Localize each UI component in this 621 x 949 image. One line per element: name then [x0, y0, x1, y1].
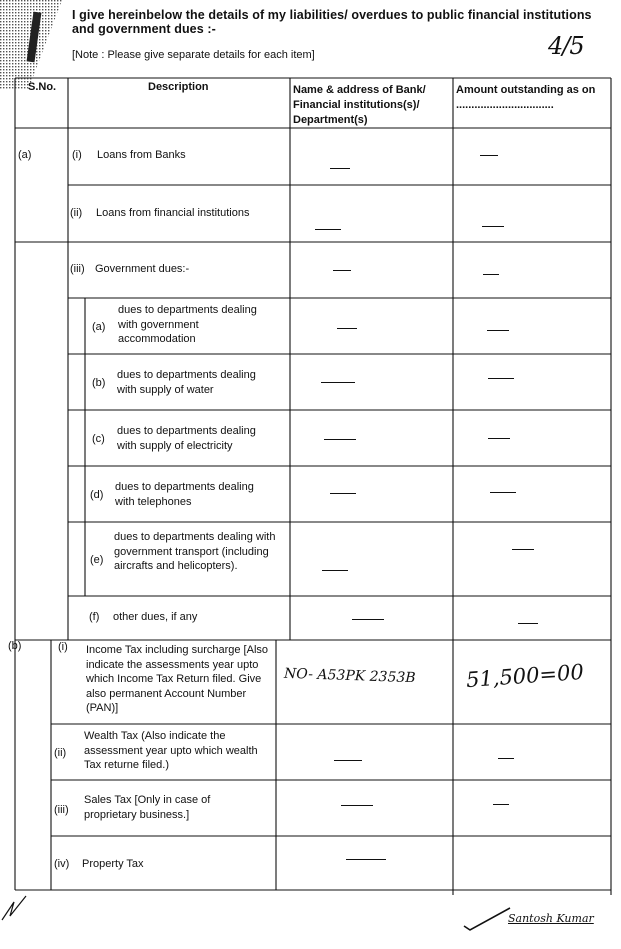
nil-dash: [322, 570, 348, 571]
row-number: (e): [90, 554, 104, 566]
nil-dash: [324, 439, 356, 440]
row-description: Wealth Tax (Also indicate the assessment year upto which wealth Tax returne filed.): [84, 730, 258, 771]
pan-entry: NO- A53PK 2353B: [283, 665, 416, 687]
nil-dash: [330, 493, 356, 494]
row-number: (iii): [54, 804, 69, 816]
signature-tick-mark: [462, 906, 512, 932]
nil-dash: [493, 804, 509, 805]
row-number: (i): [58, 641, 68, 653]
intro-note: [Note : Please give separate details for each item]: [72, 49, 315, 61]
row-sno: (a): [18, 149, 32, 161]
page-mark: 4/5: [548, 32, 584, 60]
row-description: dues to departments dealing with supply of water: [117, 369, 256, 396]
nil-dash: [490, 492, 516, 493]
nil-dash: [321, 382, 355, 383]
row-number: (c): [92, 433, 105, 445]
row-number: (f): [89, 611, 100, 623]
row-description: Sales Tax [Only in case of proprietary business.]: [84, 794, 211, 821]
nil-dash: [483, 274, 499, 275]
signature: Santosh Kumar: [508, 912, 594, 925]
nil-dash: [346, 859, 386, 860]
header-amount: Amount outstanding as on ................................: [456, 84, 596, 111]
corner-scribble: [0, 890, 40, 930]
nil-dash: [480, 155, 498, 156]
nil-dash: [488, 438, 510, 439]
nil-dash: [482, 226, 504, 227]
row-description: Property Tax: [82, 858, 144, 870]
header-description: Description: [148, 81, 209, 93]
header-sno: S.No.: [28, 81, 57, 93]
row-description: Loans from Banks: [97, 149, 186, 161]
row-sno: (b): [8, 640, 22, 652]
row-description: Income Tax including surcharge [Also indicate the assessments year upto which Income Tax Return filed. Give also permanent Account Number (PAN)]: [86, 644, 269, 714]
intro-line: I give hereinbelow the details of my liabilities/ overdues to public financial institutions and government dues :-: [72, 8, 592, 36]
row-number: (i): [72, 149, 82, 161]
row-description: dues to departments dealing with supply of electricity: [117, 425, 256, 452]
row-number: (a): [92, 321, 106, 333]
row-description: Loans from financial institutions: [96, 207, 250, 219]
scan-edge-shadow: [0, 0, 62, 90]
row-description: other dues, if any: [113, 611, 198, 623]
row-number: (ii): [70, 207, 83, 219]
header-bank: Name & address of Bank/ Financial institutions(s)/ Department(s): [293, 84, 426, 126]
row-number: (b): [92, 377, 106, 389]
nil-dash: [334, 760, 362, 761]
nil-dash: [352, 619, 384, 620]
nil-dash: [512, 549, 534, 550]
nil-dash: [333, 270, 351, 271]
nil-dash: [487, 330, 509, 331]
nil-dash: [518, 623, 538, 624]
row-number: (ii): [54, 747, 67, 759]
row-description: dues to departments dealing with telephones: [115, 481, 254, 508]
nil-dash: [498, 758, 514, 759]
nil-dash: [315, 229, 341, 230]
row-number: (iv): [54, 858, 70, 870]
row-number: (d): [90, 489, 104, 501]
nil-dash: [337, 328, 357, 329]
nil-dash: [341, 805, 373, 806]
row-description: dues to departments dealing with government accommodation: [118, 304, 257, 345]
income-tax-amount: 51,500=00: [465, 659, 585, 693]
row-number: (iii): [70, 263, 85, 275]
nil-dash: [330, 168, 350, 169]
row-description: dues to departments dealing with government transport (including aircrafts and helicopters).: [114, 531, 276, 572]
row-description: Government dues:-: [95, 263, 190, 275]
nil-dash: [488, 378, 514, 379]
